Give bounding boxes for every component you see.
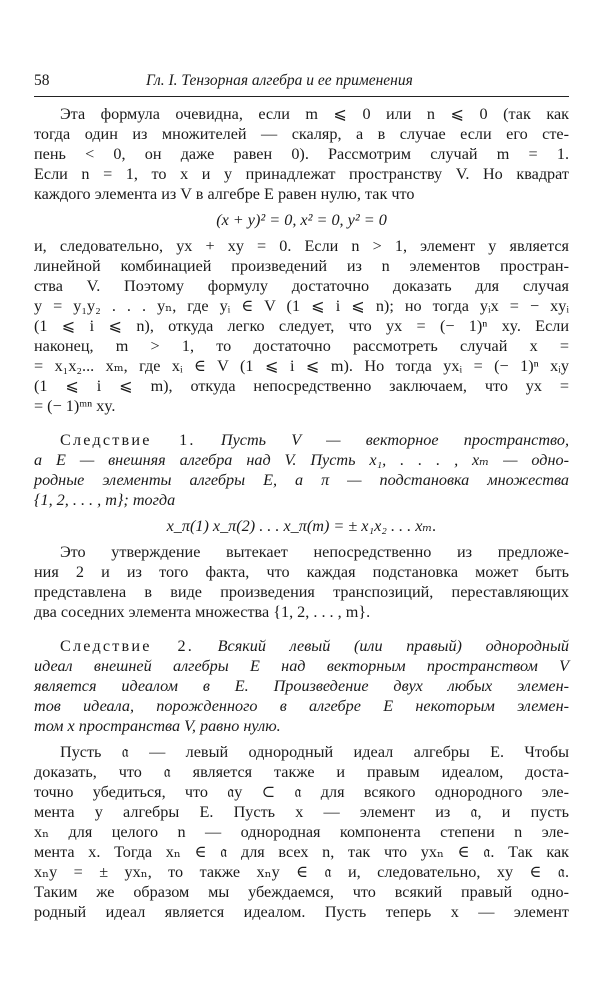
corollary-1	[34, 430, 569, 510]
text-line: (1 ⩽ i ⩽ m), откуда непосредственно заключаем, что yx =	[34, 377, 569, 395]
text-line: Эта формула очевидна, если m ⩽ 0 или n ⩽ 0 (так как	[60, 105, 569, 123]
text-line: a E — внешняя алгебра над V. Пусть x₁, . . . , xₘ — одно-	[34, 451, 569, 469]
corollary-2-label: Следствие 2.	[60, 637, 194, 655]
paragraph-3	[34, 542, 569, 622]
page-body	[34, 104, 569, 922]
text-line: ства V. Поэтому формулу достаточно доказать для случая	[34, 277, 569, 295]
paragraph-2	[34, 236, 569, 416]
text-line: (1 ⩽ i ⩽ n), откуда легко следует, что yx = (− 1)ⁿ xy. Если	[34, 317, 569, 335]
corollary-2	[34, 636, 569, 736]
text-line: линейной комбинацией произведений из n элементов простран-	[34, 257, 569, 275]
text-line: доказать, что 𝔞 является также и правым идеалом, доста-	[34, 763, 569, 781]
text-line: y = y₁y₂ . . . yₙ, где yᵢ ∈ V (1 ⩽ i ⩽ n); но тогда yᵢx = − xyᵢ	[34, 297, 569, 315]
corollary-2-text: Всякий левый (или правый) однородный	[194, 637, 570, 655]
text-line	[34, 636, 569, 656]
text-line: тогда один из множителей — скаляр, а в случае если его сте-	[34, 125, 569, 143]
text-line: представлена в виде произведения транспозиций, переставляющих	[34, 583, 569, 601]
text-line: Пусть 𝔞 — левый однородный идеал алгебры E. Чтобы	[60, 743, 569, 761]
chapter-title: Гл. I. Тензорная алгебра и ее применения	[146, 72, 413, 89]
text-line: точно убедиться, что 𝔞y ⊂ 𝔞 для всякого однородного эле-	[34, 783, 569, 801]
text-line: два соседних элемента множества {1, 2, . . . , m}.	[34, 603, 371, 621]
text-line: родный идеал является идеалом. Пусть теперь x — элемент	[34, 903, 569, 921]
text-line: пень < 0, он даже равен 0). Рассмотрим случай m = 1.	[34, 145, 569, 163]
text-line: идеал внешней алгебры E над векторным пространством V	[34, 657, 569, 675]
text-line	[34, 430, 569, 450]
text-line: xₙ для целого n — однородная компонента степени n эле-	[34, 823, 569, 841]
text-line: и, следовательно, yx + xy = 0. Если n > 1, элемент y является	[34, 237, 569, 255]
text-line: Это утверждение вытекает непосредственно из предложе-	[60, 543, 569, 561]
text-line: xₙy = ± yxₙ, то также xₙy ∈ 𝔞 и, следовательно, xy ∈ 𝔞.	[34, 863, 569, 881]
text-line: мента x. Тогда xₙ ∈ 𝔞 для всех n, так что yxₙ ∈ 𝔞. Так как	[34, 843, 569, 861]
equation-1: (x + y)² = 0, x² = 0, y² = 0	[216, 211, 387, 229]
text-line: родные элементы алгебры E, а π — подстановка множества	[34, 471, 569, 489]
text-line: = x₁x₂... xₘ, где xᵢ ∈ V (1 ⩽ i ⩽ m). Но тогда yxᵢ = (− 1)ⁿ xᵢy	[34, 357, 569, 375]
paragraph-4	[34, 742, 569, 922]
text-line: наконец, m > 1, то достаточно рассмотреть случай x =	[34, 337, 569, 355]
text-line: {1, 2, . . . , m}; тогда	[34, 491, 176, 509]
text-line: = (− 1)ᵐⁿ xy.	[34, 397, 116, 415]
running-header	[34, 70, 569, 97]
corollary-1-label: Следствие 1.	[60, 431, 196, 449]
page-number: 58	[34, 72, 50, 89]
text-line: мента y алгебры E. Пусть x — элемент из 𝔞, и пусть	[34, 803, 569, 821]
text-line: тов идеала, порожденного в алгебре E некоторым элемен-	[34, 697, 569, 715]
text-line: Таким же образом мы убеждаемся, что всякий правый одно-	[34, 883, 569, 901]
text-line: Если n = 1, то x и y принадлежат пространству V. Но квадрат	[34, 165, 569, 183]
equation-2: x_π(1) x_π(2) . . . x_π(m) = ± x₁x₂ . . . xₘ.	[166, 517, 437, 535]
text-line: ния 2 и из того факта, что каждая подстановка может быть	[34, 563, 569, 581]
text-line: является идеалом в E. Произведение двух любых элемен-	[34, 677, 569, 695]
text-line: том x пространства V, равно нулю.	[34, 717, 281, 735]
text-line: каждого элемента из V в алгебре E равен нулю, так что	[34, 185, 415, 203]
corollary-1-text: Пусть V — векторное пространство,	[195, 431, 569, 449]
paragraph-1	[34, 104, 569, 204]
